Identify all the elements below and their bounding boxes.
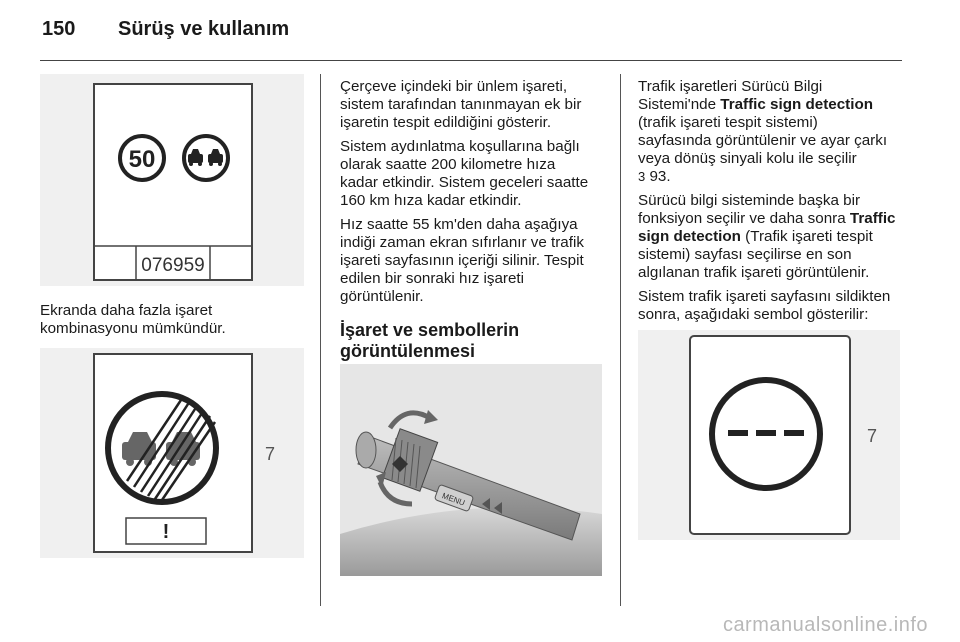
right-text [638,78,906,330]
paragraph-exclamation-mark: Çerçeve içindeki bir ünlem işareti, sistem tarafından tanınmayan ek bir işaretin tespit edildiğini gösterir. [340,78,582,131]
watermark: carmanualsonline.info [722,614,928,636]
no-sign-detected-icon [712,380,820,488]
illustration-no-sign-symbol [638,330,900,540]
illustration-end-of-restriction [40,348,304,558]
column-divider-right [620,74,621,606]
additional-sign-marker: ! [162,521,170,543]
reference-arrow-icon: 3 [638,169,646,184]
illustration-turn-signal-lever [340,364,602,576]
no-overtaking-sign-icon [184,136,228,180]
page-title: Sürüş ve kullanım [118,18,290,40]
paragraph-page-location: Trafik işaretleri Sürücü Bilgi Sistemi'nde Traffic sign detection (trafik işareti tespit sistemi) sayfasında görüntülenir ve ayar çarkı veya dönüş sinyali kolu ile seçilir 3 93. [638,78,888,185]
speed-limit-value: 50 [128,146,156,173]
middle-text [340,78,612,370]
paragraph-last-sign: Sürücü bilgi sisteminde başka bir fonksiyon seçilir ve daha sonra Traffic sign detection (Trafik işareti tespit sistemi) sayfası seçilirse en son algılanan trafik işareti görüntülenir. [638,192,896,281]
header-rule [40,60,902,61]
menu-button-label: MENU [440,491,467,508]
sign-code: 076959 [141,255,205,276]
paragraph-symbol: Sistem trafik işareti sayfasını sildikten sonra, aşağıdaki sembol gösterilir: [638,288,891,323]
end-of-all-restrictions-sign-icon [108,394,216,502]
paragraph-activation-speed: Sistem aydınlatma koşullarına bağlı olarak saatte 200 kilometre hıza kadar etkindir. Sistem geceleri saatte 160 km hıza kadar etkindir. [340,138,589,209]
side-marker: 7 [264,444,276,464]
section-heading: İşaret ve sembollerin görüntülenmesi [340,320,520,361]
page-number: 150 [42,18,76,40]
side-marker: 7 [866,426,878,446]
column-divider-left [320,74,321,606]
paragraph-reset: Hız saatte 55 km'den daha aşağıya indiği zaman ekran sıfırlanır ve trafik işareti sayfasının içeriği silinir. Tespit edilen bir sonraki hız işareti görüntülenir. [340,216,584,305]
left-caption: Ekranda daha fazla işaret kombinasyonu mümkündür. [40,302,226,337]
illustration-sign-combination [40,74,304,286]
